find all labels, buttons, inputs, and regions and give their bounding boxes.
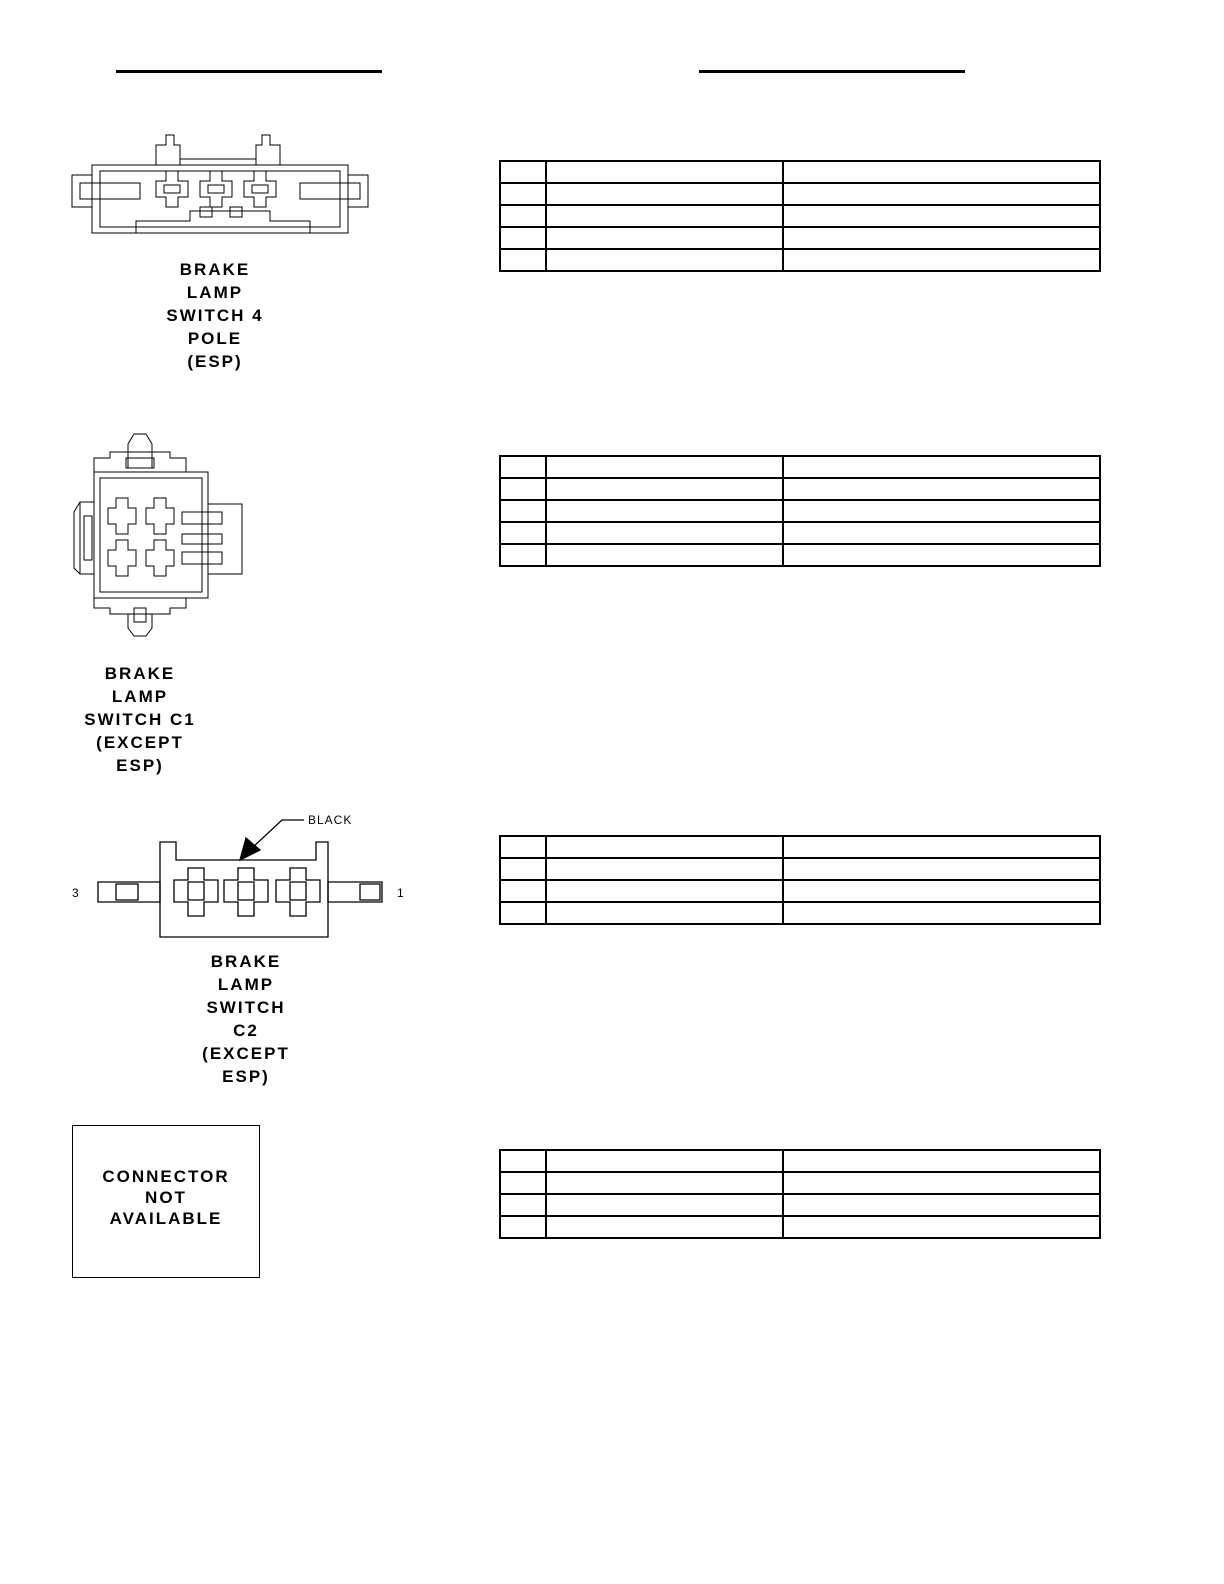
connector-2-pin-table bbox=[499, 455, 1101, 567]
table-row bbox=[500, 478, 1100, 500]
table-row bbox=[500, 249, 1100, 271]
table-row bbox=[500, 522, 1100, 544]
brake-lamp-switch-4-pole-connector-drawing bbox=[70, 135, 370, 240]
connector-3-pin-table bbox=[499, 835, 1101, 925]
table-row bbox=[500, 183, 1100, 205]
table-row bbox=[500, 858, 1100, 880]
table-row bbox=[500, 880, 1100, 902]
table-row bbox=[500, 161, 1100, 183]
table-row bbox=[500, 205, 1100, 227]
table-row bbox=[500, 456, 1100, 478]
table-row bbox=[500, 902, 1100, 924]
connector-not-available-box bbox=[72, 1125, 260, 1278]
table-row bbox=[500, 1194, 1100, 1216]
pin-number-right: 1 bbox=[397, 886, 405, 900]
table-row bbox=[500, 1216, 1100, 1238]
table-row bbox=[500, 836, 1100, 858]
connector-1-label: BRAKE LAMP SWITCH 4 POLE (ESP) bbox=[166, 260, 264, 371]
connector-not-available-text: CONNECTOR NOT AVAILABLE bbox=[102, 1167, 230, 1228]
header-rule-left bbox=[116, 70, 382, 73]
table-row bbox=[500, 227, 1100, 249]
connector-3-label: BRAKE LAMP SWITCH C2 (EXCEPT ESP) bbox=[202, 952, 290, 1086]
connector-4-pin-table bbox=[499, 1149, 1101, 1239]
brake-lamp-switch-c2-connector-drawing bbox=[90, 812, 390, 942]
brake-lamp-switch-c1-connector-drawing bbox=[70, 432, 270, 642]
table-row bbox=[500, 500, 1100, 522]
connector-1-pin-table bbox=[499, 160, 1101, 272]
pin-number-left: 3 bbox=[72, 886, 80, 900]
color-callout-black: BLACK bbox=[308, 813, 353, 827]
connector-2-label: BRAKE LAMP SWITCH C1 (EXCEPT ESP) bbox=[84, 664, 196, 775]
table-row bbox=[500, 544, 1100, 566]
header-rule-right bbox=[699, 70, 965, 73]
table-row bbox=[500, 1172, 1100, 1194]
table-row bbox=[500, 1150, 1100, 1172]
